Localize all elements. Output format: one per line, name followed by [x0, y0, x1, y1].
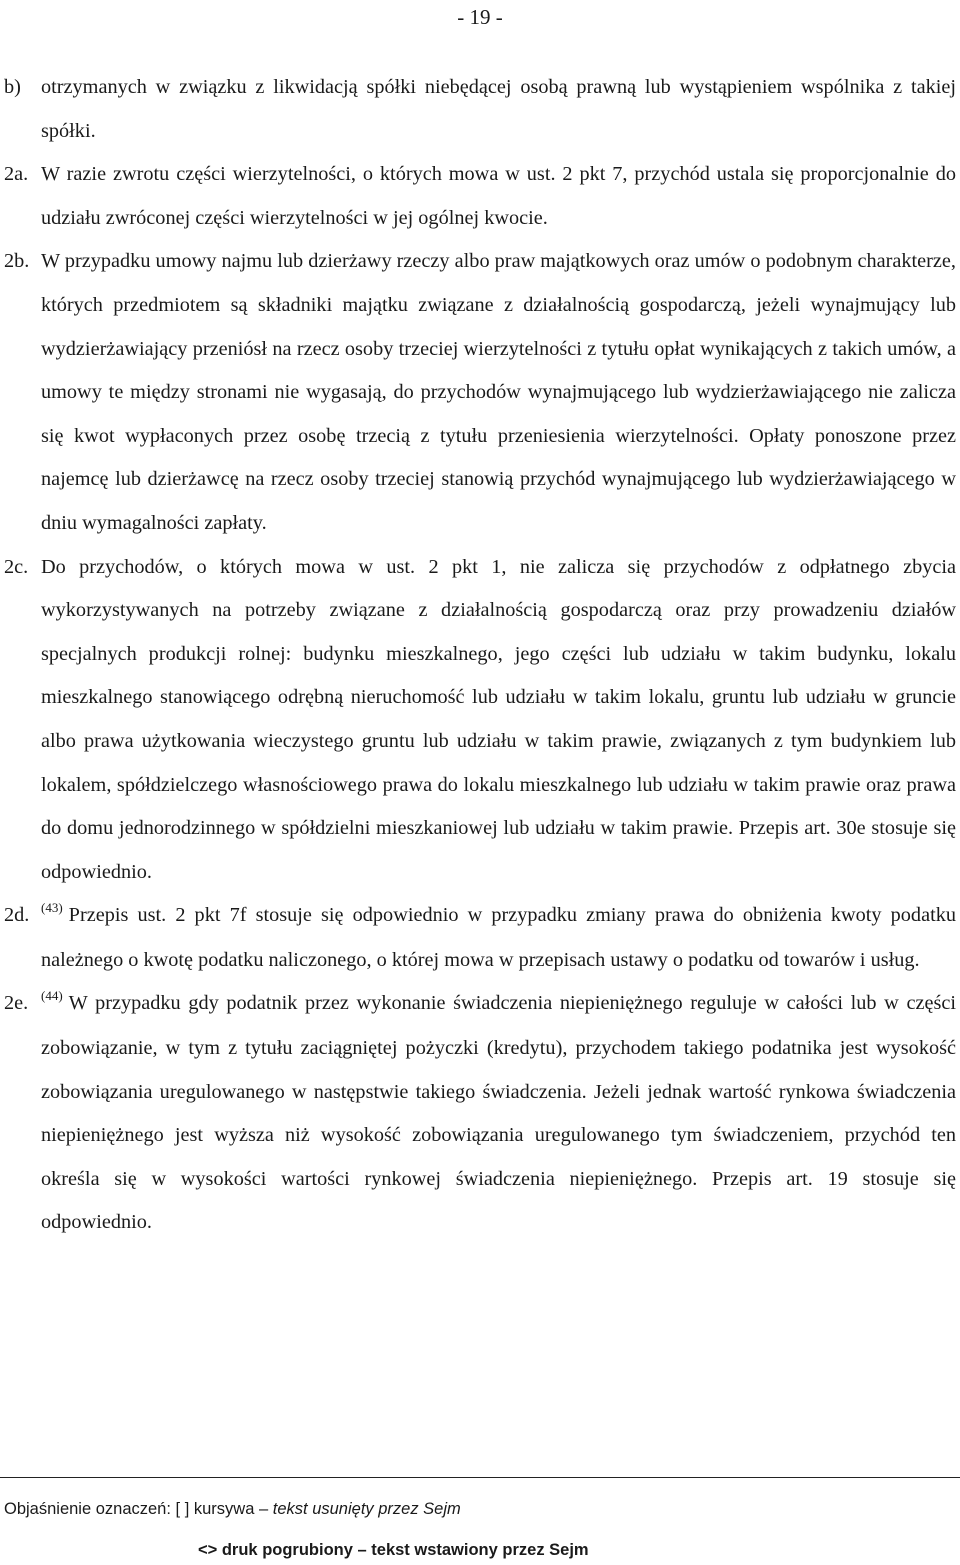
footnote-marker: (44)	[41, 988, 63, 1004]
paragraph-text: W przypadku gdy podatnik przez wykonanie świadczenia niepieniężnego reguluje w całości lub w części zobowiązanie, w tym z tytułu zaciągniętej pożyczki (kredytu), przychodem takiego podatnika jest wysokość zobowiązania uregulowanego w następstwie takiego świadczenia. Jeżeli jednak wartość rynkowa świadczenia niepieniężnego jest wyższa niż wysokość zobowiązania uregulowanego tym świadczeniem, przychód ten określa się w wysokości wartości rynkowej świadczenia niepieniężnego. Przepis art. 19 stosuje się odpowiednio.	[41, 992, 956, 1234]
footnote-marker: (43)	[41, 900, 63, 916]
paragraph-2c	[4, 546, 956, 895]
legend-prefix: Objaśnienie oznaczeń:	[4, 1500, 171, 1518]
paragraph-label: 2c.	[4, 555, 29, 578]
legend-line-inserted: <> druk pogrubiony – tekst wstawiony przez Sejm	[198, 1541, 589, 1559]
document-body	[4, 66, 956, 1245]
legend-line-removed	[4, 1500, 461, 1519]
paragraph-2d	[4, 894, 956, 982]
paragraph-b	[4, 66, 956, 153]
legend-italic-text: tekst usunięty przez Sejm	[272, 1500, 461, 1518]
paragraph-label: 2a.	[4, 163, 29, 186]
paragraph-2e	[4, 982, 956, 1245]
legend-marker: [ ] kursywa –	[175, 1500, 269, 1518]
footer-divider	[0, 1477, 960, 1478]
paragraph-label: b)	[4, 76, 21, 98]
page-number: - 19 -	[457, 5, 503, 29]
paragraph-text: W przypadku umowy najmu lub dzierżawy rzeczy albo praw majątkowych oraz umów o podobnym charakterze, których przedmiotem są składniki majątku związane z działalnością gospodarczą, jeżeli wynajmujący lub wydzierżawiający przeniósł na rzecz osoby trzeciej wierzytelności z tytułu opłat wynikających z takich umów, a umowy te między stronami nie wygasają, do przychodów wynajmującego lub wydzierżawiającego nie zalicza się kwot wypłaconych przez osobę trzecią z tytułu przeniesienia wierzytelności. Opłaty ponoszone przez najemcę lub dzierżawcę na rzecz osoby trzeciej stanowią przychód wynajmującego lub wydzierżawiającego w dniu wymagalności zapłaty.	[41, 250, 956, 534]
paragraph-text: Do przychodów, o których mowa w ust. 2 pkt 1, nie zalicza się przychodów z odpłatnego zbycia wykorzystywanych na potrzeby związane z działalnością gospodarczą oraz przy prowadzeniu działów specjalnych produkcji rolnej: budynku mieszkalnego, jego części lub udziału w takim budynku, lokalu mieszkalnego stanowiącego odrębną nieruchomość lub udziału w takim lokalu, gruntu lub udziału w gruncie albo prawa użytkowania wieczystego gruntu lub udziału w takim prawie, związanych z tym budynkiem lub lokalem, spółdzielczego własnościowego prawa do lokalu mieszkalnego lub udziału w takim prawie oraz prawa do domu jednorodzinnego w spółdzielni mieszkaniowej lub udziału w takim prawie. Przepis art. 30e stosuje się odpowiednio.	[41, 555, 956, 883]
paragraph-2a	[4, 153, 956, 240]
paragraph-text: otrzymanych w związku z likwidacją spółki niebędącej osobą prawną lub wystąpieniem wspólnika z takiej spółki.	[41, 76, 956, 142]
paragraph-label: 2d.	[4, 904, 30, 927]
paragraph-text: W razie zwrotu części wierzytelności, o których mowa w ust. 2 pkt 7, przychód ustala się proporcjonalnie do udziału zwróconej części wierzytelności w jej ogólnej kwocie.	[41, 163, 956, 229]
paragraph-label: 2b.	[4, 250, 30, 273]
paragraph-2b	[4, 240, 956, 545]
paragraph-text: Przepis ust. 2 pkt 7f stosuje się odpowiednio w przypadku zmiany prawa do obniżenia kwoty podatku należnego o kwotę podatku naliczonego, o której mowa w przepisach ustawy o podatku od towarów i usług.	[41, 904, 956, 971]
paragraph-label: 2e.	[4, 992, 29, 1015]
